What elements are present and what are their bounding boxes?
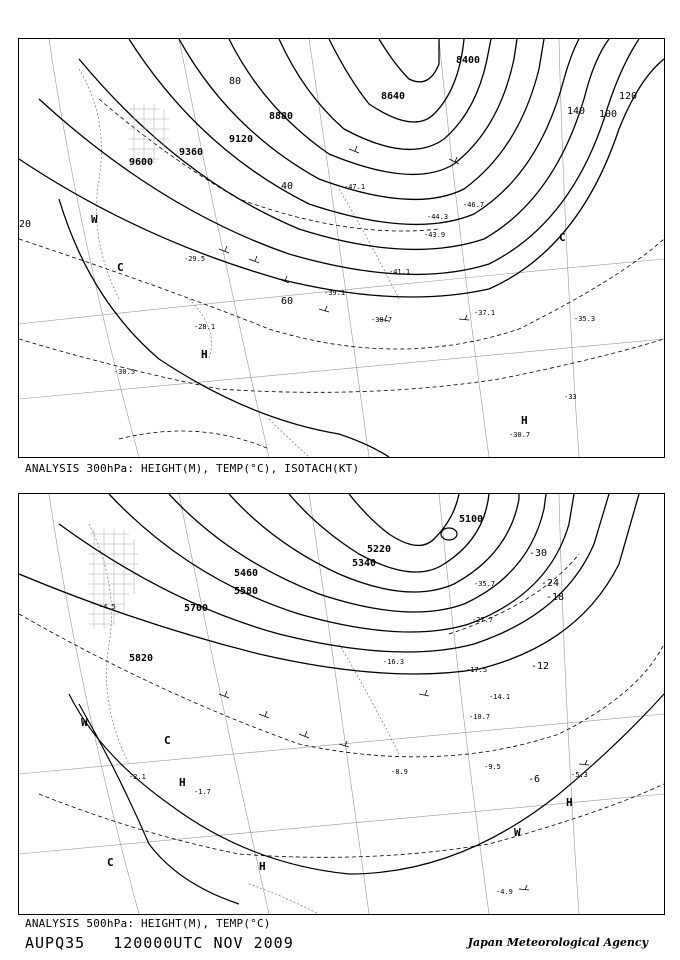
high-pressure-marker: H bbox=[201, 348, 208, 361]
warm-center-marker: W bbox=[81, 716, 88, 729]
cold-center-marker: C bbox=[107, 856, 114, 869]
warm-center-marker: W bbox=[91, 213, 98, 226]
warm-center-marker: W bbox=[514, 826, 521, 839]
graticule-500 bbox=[19, 494, 664, 914]
temp-sample: -30.5 bbox=[114, 368, 136, 376]
caption-500hpa: ANALYSIS 500hPa: HEIGHT(M), TEMP(°C) bbox=[25, 917, 271, 930]
height-label: 5820 bbox=[129, 653, 154, 664]
temp-sample: -44.3 bbox=[427, 213, 449, 221]
temp-sample: -47.1 bbox=[344, 183, 366, 191]
hatch-500 bbox=[89, 529, 139, 629]
temp-sample: -2.1 bbox=[129, 773, 146, 781]
high-pressure-marker: H bbox=[566, 796, 573, 809]
isotach-label: 60 bbox=[281, 296, 294, 307]
temp-sample: -8.9 bbox=[391, 768, 408, 776]
chart-500hpa bbox=[18, 493, 665, 915]
isotach-label: 120 bbox=[619, 91, 638, 102]
high-pressure-marker: H bbox=[259, 860, 266, 873]
isotach-label: 80 bbox=[229, 76, 242, 87]
hatch-300 bbox=[129, 104, 169, 164]
temp-contour-label: -30 bbox=[529, 548, 548, 559]
temp-sample: -4.9 bbox=[496, 888, 513, 896]
height-label: 8640 bbox=[381, 91, 406, 102]
cold-center-marker: C bbox=[559, 231, 566, 244]
pressure-systems-300 bbox=[91, 213, 566, 427]
temp-sample: -41.1 bbox=[389, 268, 411, 276]
temp-samples-300 bbox=[114, 183, 595, 439]
temp-sample: -35.3 bbox=[574, 315, 596, 323]
height-label: 9120 bbox=[229, 134, 254, 145]
temp-sample: -16.3 bbox=[383, 658, 405, 666]
temp-contour-label: -24 bbox=[541, 578, 560, 589]
height-label: 5100 bbox=[459, 514, 484, 525]
temp-contour-label: -18 bbox=[546, 592, 565, 603]
temp-sample: -33 bbox=[564, 393, 577, 401]
temp-sample: -30.7 bbox=[509, 431, 531, 439]
map-500hpa bbox=[19, 494, 664, 914]
map-300hpa bbox=[19, 39, 664, 457]
temp-sample: -39.1 bbox=[324, 289, 346, 297]
high-pressure-marker: H bbox=[179, 776, 186, 789]
chart-300hpa bbox=[18, 38, 665, 458]
coastline-300 bbox=[79, 69, 399, 457]
temp-sample: -38.7 bbox=[371, 316, 393, 324]
temp-contour-label: -6 bbox=[528, 774, 541, 785]
temp-contours-500 bbox=[19, 554, 664, 857]
temp-sample: -27.7 bbox=[472, 616, 494, 624]
height-label: 5700 bbox=[184, 603, 209, 614]
isotach-labels-300 bbox=[19, 76, 637, 307]
temp-sample: -35.7 bbox=[474, 580, 496, 588]
height-label: 5220 bbox=[367, 544, 392, 555]
temp-sample: -17.5 bbox=[466, 666, 488, 674]
height-label: 5580 bbox=[234, 586, 259, 597]
caption-300hpa: ANALYSIS 300hPa: HEIGHT(M), TEMP(°C), ISOTACH(KT) bbox=[25, 462, 360, 475]
height-labels-300 bbox=[129, 55, 480, 168]
chart-id: AUPQ35 bbox=[25, 934, 86, 952]
temp-sample: -14.1 bbox=[489, 693, 511, 701]
agency-credit: Japan Meteorological Agency bbox=[467, 936, 648, 949]
height-label: 8880 bbox=[269, 111, 294, 122]
temp-sample: -1.7 bbox=[194, 788, 211, 796]
temp-contour-label: -12 bbox=[531, 661, 550, 672]
height-label: 5340 bbox=[352, 558, 377, 569]
temp-sample: -46.7 bbox=[463, 201, 485, 209]
temp-contour-labels-500 bbox=[528, 548, 564, 785]
isotach-label: 20 bbox=[19, 219, 32, 230]
high-pressure-marker: H bbox=[521, 414, 528, 427]
pressure-systems-500 bbox=[81, 716, 573, 873]
height-label: 8400 bbox=[456, 55, 481, 66]
temp-sample: -10.7 bbox=[469, 713, 491, 721]
cold-center-marker: C bbox=[117, 261, 124, 274]
chart-identifier bbox=[25, 934, 322, 952]
coastline-500 bbox=[89, 524, 399, 914]
isotach-label: 140 bbox=[567, 106, 586, 117]
isotach-label: 100 bbox=[599, 109, 618, 120]
temp-sample: -9.5 bbox=[484, 763, 501, 771]
valid-time: 120000UTC NOV 2009 bbox=[113, 934, 294, 952]
temp-sample: -28.1 bbox=[194, 323, 216, 331]
temp-sample: -29.5 bbox=[184, 255, 206, 263]
temp-sample: -4.5 bbox=[99, 603, 116, 611]
height-label: 9600 bbox=[129, 157, 154, 168]
height-label: 5460 bbox=[234, 568, 259, 579]
temp-sample: -43.9 bbox=[424, 231, 446, 239]
temp-sample: -5.3 bbox=[571, 771, 588, 779]
temp-sample: -37.1 bbox=[474, 309, 496, 317]
isotach-label: 40 bbox=[281, 181, 294, 192]
height-label: 9360 bbox=[179, 147, 204, 158]
wind-barbs-500 bbox=[219, 690, 589, 890]
cold-center-marker: C bbox=[164, 734, 171, 747]
